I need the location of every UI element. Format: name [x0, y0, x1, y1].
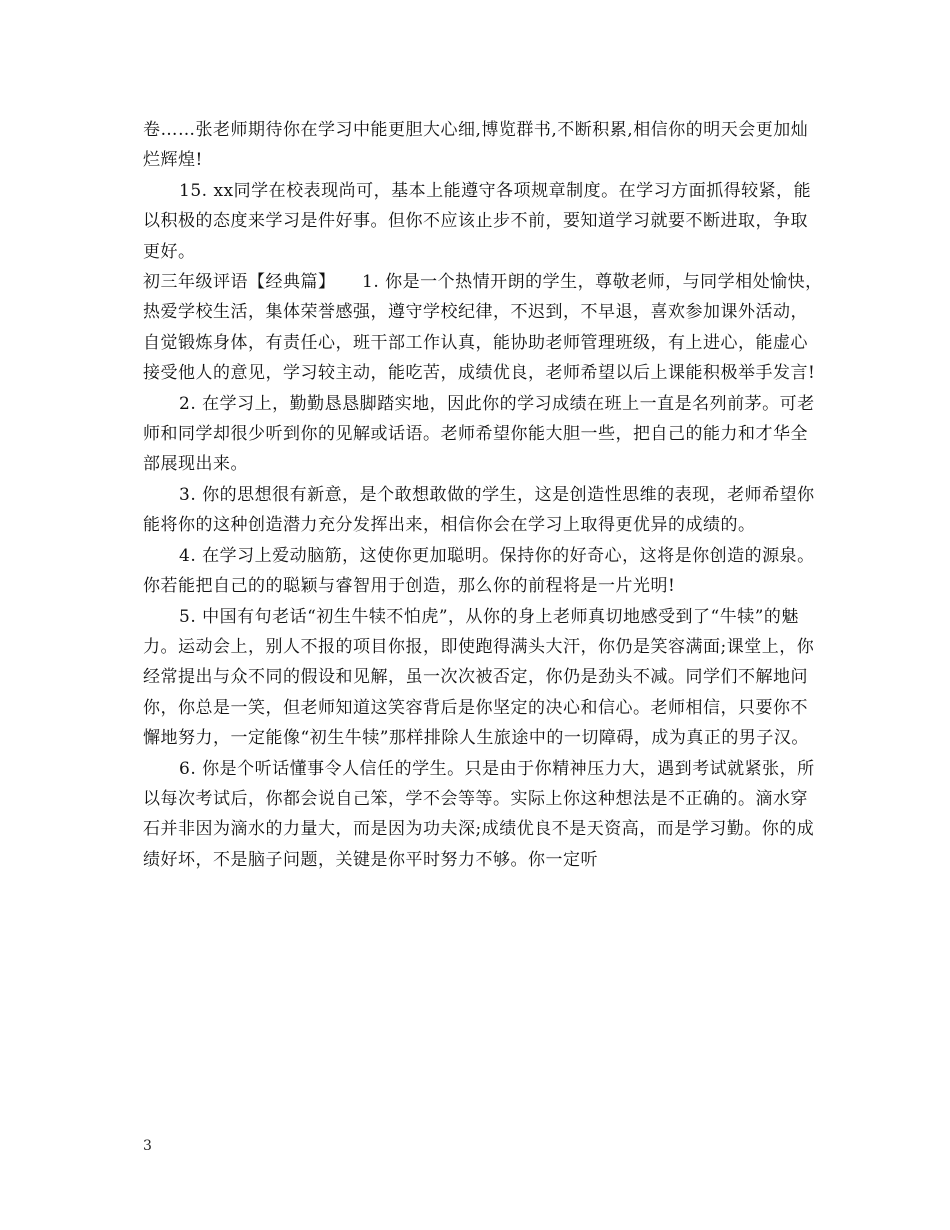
page-number: 3: [143, 1138, 152, 1154]
paragraph-section-header-item-1: 初三年级评语【经典篇】 1. 你是一个热情开朗的学生，尊敬老师，与同学相处愉快，热爱学校生活，集体荣誉感强，遵守学校纪律，不迟到，不早退，喜欢参加课外活动，自觉锻炼身体，有责任心，班干部工作认真，能协助老师管理班级，有上进心，能虚心接受他人的意见，学习较主动，能吃苦，成绩优良，老师希望以后上课能积极举手发言!: [143, 272, 823, 384]
document-body: [143, 115, 823, 875]
paragraph-item-3: 3. 你的思想很有新意，是个敢想敢做的学生，这是创造性思维的表现，老师希望你能将你的这种创造潜力充分发挥出来，相信你会在学习上取得更优异的成绩的。: [143, 484, 815, 536]
paragraph-item-5: 5. 中国有句老话“初生牛犊不怕虎”，从你的身上老师真切地感受到了“牛犊”的魅力。运动会上，别人不报的项目你报，即使跑得满头大汗，你仍是笑容满面;课堂上，你经常提出与众不同的假设和见解，虽一次次被否定，你仍是劲头不减。同学们不解地问你，你总是一笑，但老师知道这笑容背后是你坚定的决心和信心。老师相信，只要你不懈地努力，一定能像“初生牛犊”那样排除人生旅途中的一切障碍，成为真正的男子汉。: [143, 606, 815, 749]
paragraph-item-15: 15. xx同学在校表现尚可，基本上能遵守各项规章制度。在学习方面抓得较紧，能以积极的态度来学习是件好事。但你不应该止步不前，要知道学习就要不断进取，争取更好。: [143, 180, 812, 262]
paragraph-item-6: 6. 你是个听话懂事令人信任的学生。只是由于你精神压力大，遇到考试就紧张，所以每次考试后，你都会说自己笨，学不会等等。实际上你这种想法是不正确的。滴水穿石并非因为滴水的力量大，而是因为功夫深;成绩优良不是天资高，而是学习勤。你的成绩好坏，不是脑子问题，关键是你平时努力不够。你一定听: [143, 758, 815, 870]
paragraph-item-4: 4. 在学习上爱动脑筋，这使你更加聪明。保持你的好奇心，这将是你创造的源泉。你若能把自己的的聪颖与睿智用于创造，那么你的前程将是一片光明!: [143, 545, 815, 597]
paragraph-continuation: 卷……张老师期待你在学习中能更胆大心细,博览群书,不断积累,相信你的明天会更加灿烂辉煌!: [143, 120, 809, 171]
paragraph-item-2: 2. 在学习上，勤勤恳恳脚踏实地，因此你的学习成绩在班上一直是名列前茅。可老师和同学却很少听到你的见解或话语。老师希望你能大胆一些，把自己的能力和才华全部展现出来。: [143, 393, 815, 475]
